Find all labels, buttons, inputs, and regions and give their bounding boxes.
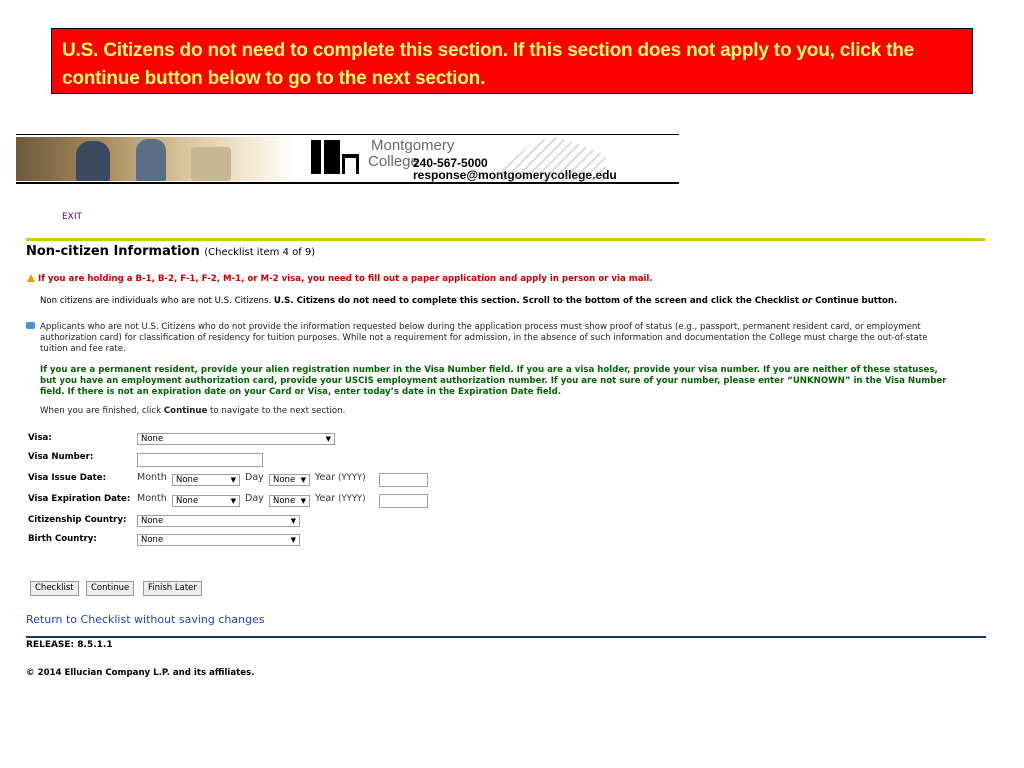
visa-number-input[interactable] — [137, 453, 263, 467]
visa-number-instructions — [40, 365, 946, 398]
page-title-text: Non-citizen Information — [26, 244, 200, 259]
info-icon — [26, 322, 35, 329]
visa-number-label: Visa Number: — [28, 452, 94, 462]
copyright: © 2014 Ellucian Company L.P. and its affiliates. — [26, 668, 255, 678]
exit-link[interactable]: EXIT — [62, 212, 83, 222]
building-graphic — [486, 137, 606, 181]
finish-instructions — [40, 406, 345, 417]
finish-pre: When you are finished, click — [40, 406, 164, 416]
divider-bottom — [26, 636, 986, 638]
info-text — [40, 322, 927, 355]
issue-month-label: Month — [137, 472, 167, 483]
exp-month-value: None — [176, 496, 199, 506]
visa-warning — [27, 274, 653, 285]
info-line-1: Applicants who are not U.S. Citizens who do not provide the information requested below during the application process must show proof of status (e.g., passport, permanent resident card, or employment — [40, 322, 921, 332]
info-line-2: authorization card) for classification of residency for tuition purposes. While not a requirement for admission, in the absence of such information and documentation the College must charge the out-of-state — [40, 333, 928, 343]
intro-bold: U.S. Citizens do not need to complete this section. Scroll to the bottom of the screen and click the Checklist — [273, 296, 802, 306]
chevron-down-icon: ▼ — [290, 536, 296, 544]
exp-day-label: Day — [245, 493, 264, 504]
exp-month-label: Month — [137, 493, 167, 504]
issue-year-label — [315, 472, 366, 483]
visa-select[interactable] — [137, 433, 335, 445]
warning-icon — [27, 274, 35, 282]
chevron-down-icon: ▼ — [300, 476, 306, 484]
birth-country-label: Birth Country: — [28, 534, 97, 544]
chevron-down-icon: ▼ — [300, 497, 306, 505]
green-line-1: If you are a permanent resident, provide your alien registration number in the Visa Number field. If you are a visa holder, provide your visa number. If you are neither of these statuses, — [40, 365, 938, 375]
exp-year-label-text: Year — [315, 493, 336, 504]
divider-top — [26, 238, 985, 241]
mc-logo-icon — [311, 140, 359, 174]
exp-day-select[interactable] — [269, 495, 310, 507]
citizenship-country-label: Citizenship Country: — [28, 515, 127, 525]
finish-post: to navigate to the next section. — [207, 406, 346, 416]
chevron-down-icon: ▼ — [325, 435, 331, 443]
college-name-line-1: Montgomery — [371, 137, 455, 154]
birth-country-select[interactable] — [137, 534, 300, 546]
finish-later-button[interactable]: Finish Later — [143, 581, 202, 596]
exp-year-hint: (YYYY) — [338, 494, 366, 504]
release-version: RELEASE: 8.5.1.1 — [26, 640, 113, 650]
college-header — [16, 134, 679, 184]
instruction-banner — [51, 28, 973, 94]
chevron-down-icon: ▼ — [230, 476, 236, 484]
issue-month-select[interactable] — [172, 474, 240, 486]
green-line-2: but you have an employment authorization card, provide your USCIS employment authorization number. If you are not sure of your number, please enter “UNKNOWN” in the Visa Number — [40, 376, 947, 386]
issue-year-hint: (YYYY) — [338, 473, 366, 483]
citizenship-country-value: None — [141, 516, 164, 526]
citizenship-country-select[interactable] — [137, 515, 300, 527]
students-photo — [16, 137, 296, 181]
checklist-button[interactable]: Checklist — [30, 581, 79, 596]
exp-day-value: None — [273, 496, 296, 506]
info-line-3: tuition and fee rate. — [40, 344, 126, 354]
chevron-down-icon: ▼ — [230, 497, 236, 505]
intro-plain: Non citizens are individuals who are not U.S. Citizens. — [40, 296, 274, 306]
college-email: response@montgomerycollege.edu — [413, 168, 617, 182]
exp-year-label — [315, 493, 366, 504]
issue-year-input[interactable] — [379, 473, 428, 487]
chevron-down-icon: ▼ — [290, 517, 296, 525]
visa-issue-date-label: Visa Issue Date: — [28, 473, 107, 483]
issue-day-label: Day — [245, 472, 264, 483]
intro-text — [40, 296, 897, 307]
visa-label: Visa: — [28, 433, 52, 443]
birth-country-value: None — [141, 535, 164, 545]
return-to-checklist-link[interactable]: Return to Checklist without saving changes — [26, 613, 265, 626]
intro-or: or — [801, 296, 813, 306]
finish-bold: Continue — [163, 406, 208, 416]
issue-month-value: None — [176, 475, 199, 485]
issue-year-label-text: Year — [315, 472, 336, 483]
college-phone: 240-567-5000 — [413, 156, 488, 170]
issue-day-value: None — [273, 475, 296, 485]
exp-month-select[interactable] — [172, 495, 240, 507]
green-line-3: field. If there is not an expiration date on your Card or Visa, enter today’s date in the Expiration Date field. — [40, 387, 562, 397]
visa-warning-text: If you are holding a B-1, B-2, F-1, F-2, M-1, or M-2 visa, you need to fill out a paper application and apply in person or via mail. — [38, 274, 653, 284]
issue-day-select[interactable] — [269, 474, 310, 486]
page-title — [26, 244, 315, 259]
checklist-progress: (Checklist item 4 of 9) — [204, 247, 316, 258]
banner-line-1: U.S. Citizens do not need to complete this section. If this section does not apply to you, click the — [62, 40, 914, 61]
visa-select-value: None — [141, 434, 164, 444]
visa-expiration-date-label: Visa Expiration Date: — [28, 494, 131, 504]
continue-button[interactable]: Continue — [86, 581, 134, 596]
exp-year-input[interactable] — [379, 494, 428, 508]
banner-line-2: continue button below to go to the next section. — [62, 68, 486, 89]
intro-bold-2: Continue button. — [812, 296, 898, 306]
college-name-line-2: College — [368, 153, 419, 170]
